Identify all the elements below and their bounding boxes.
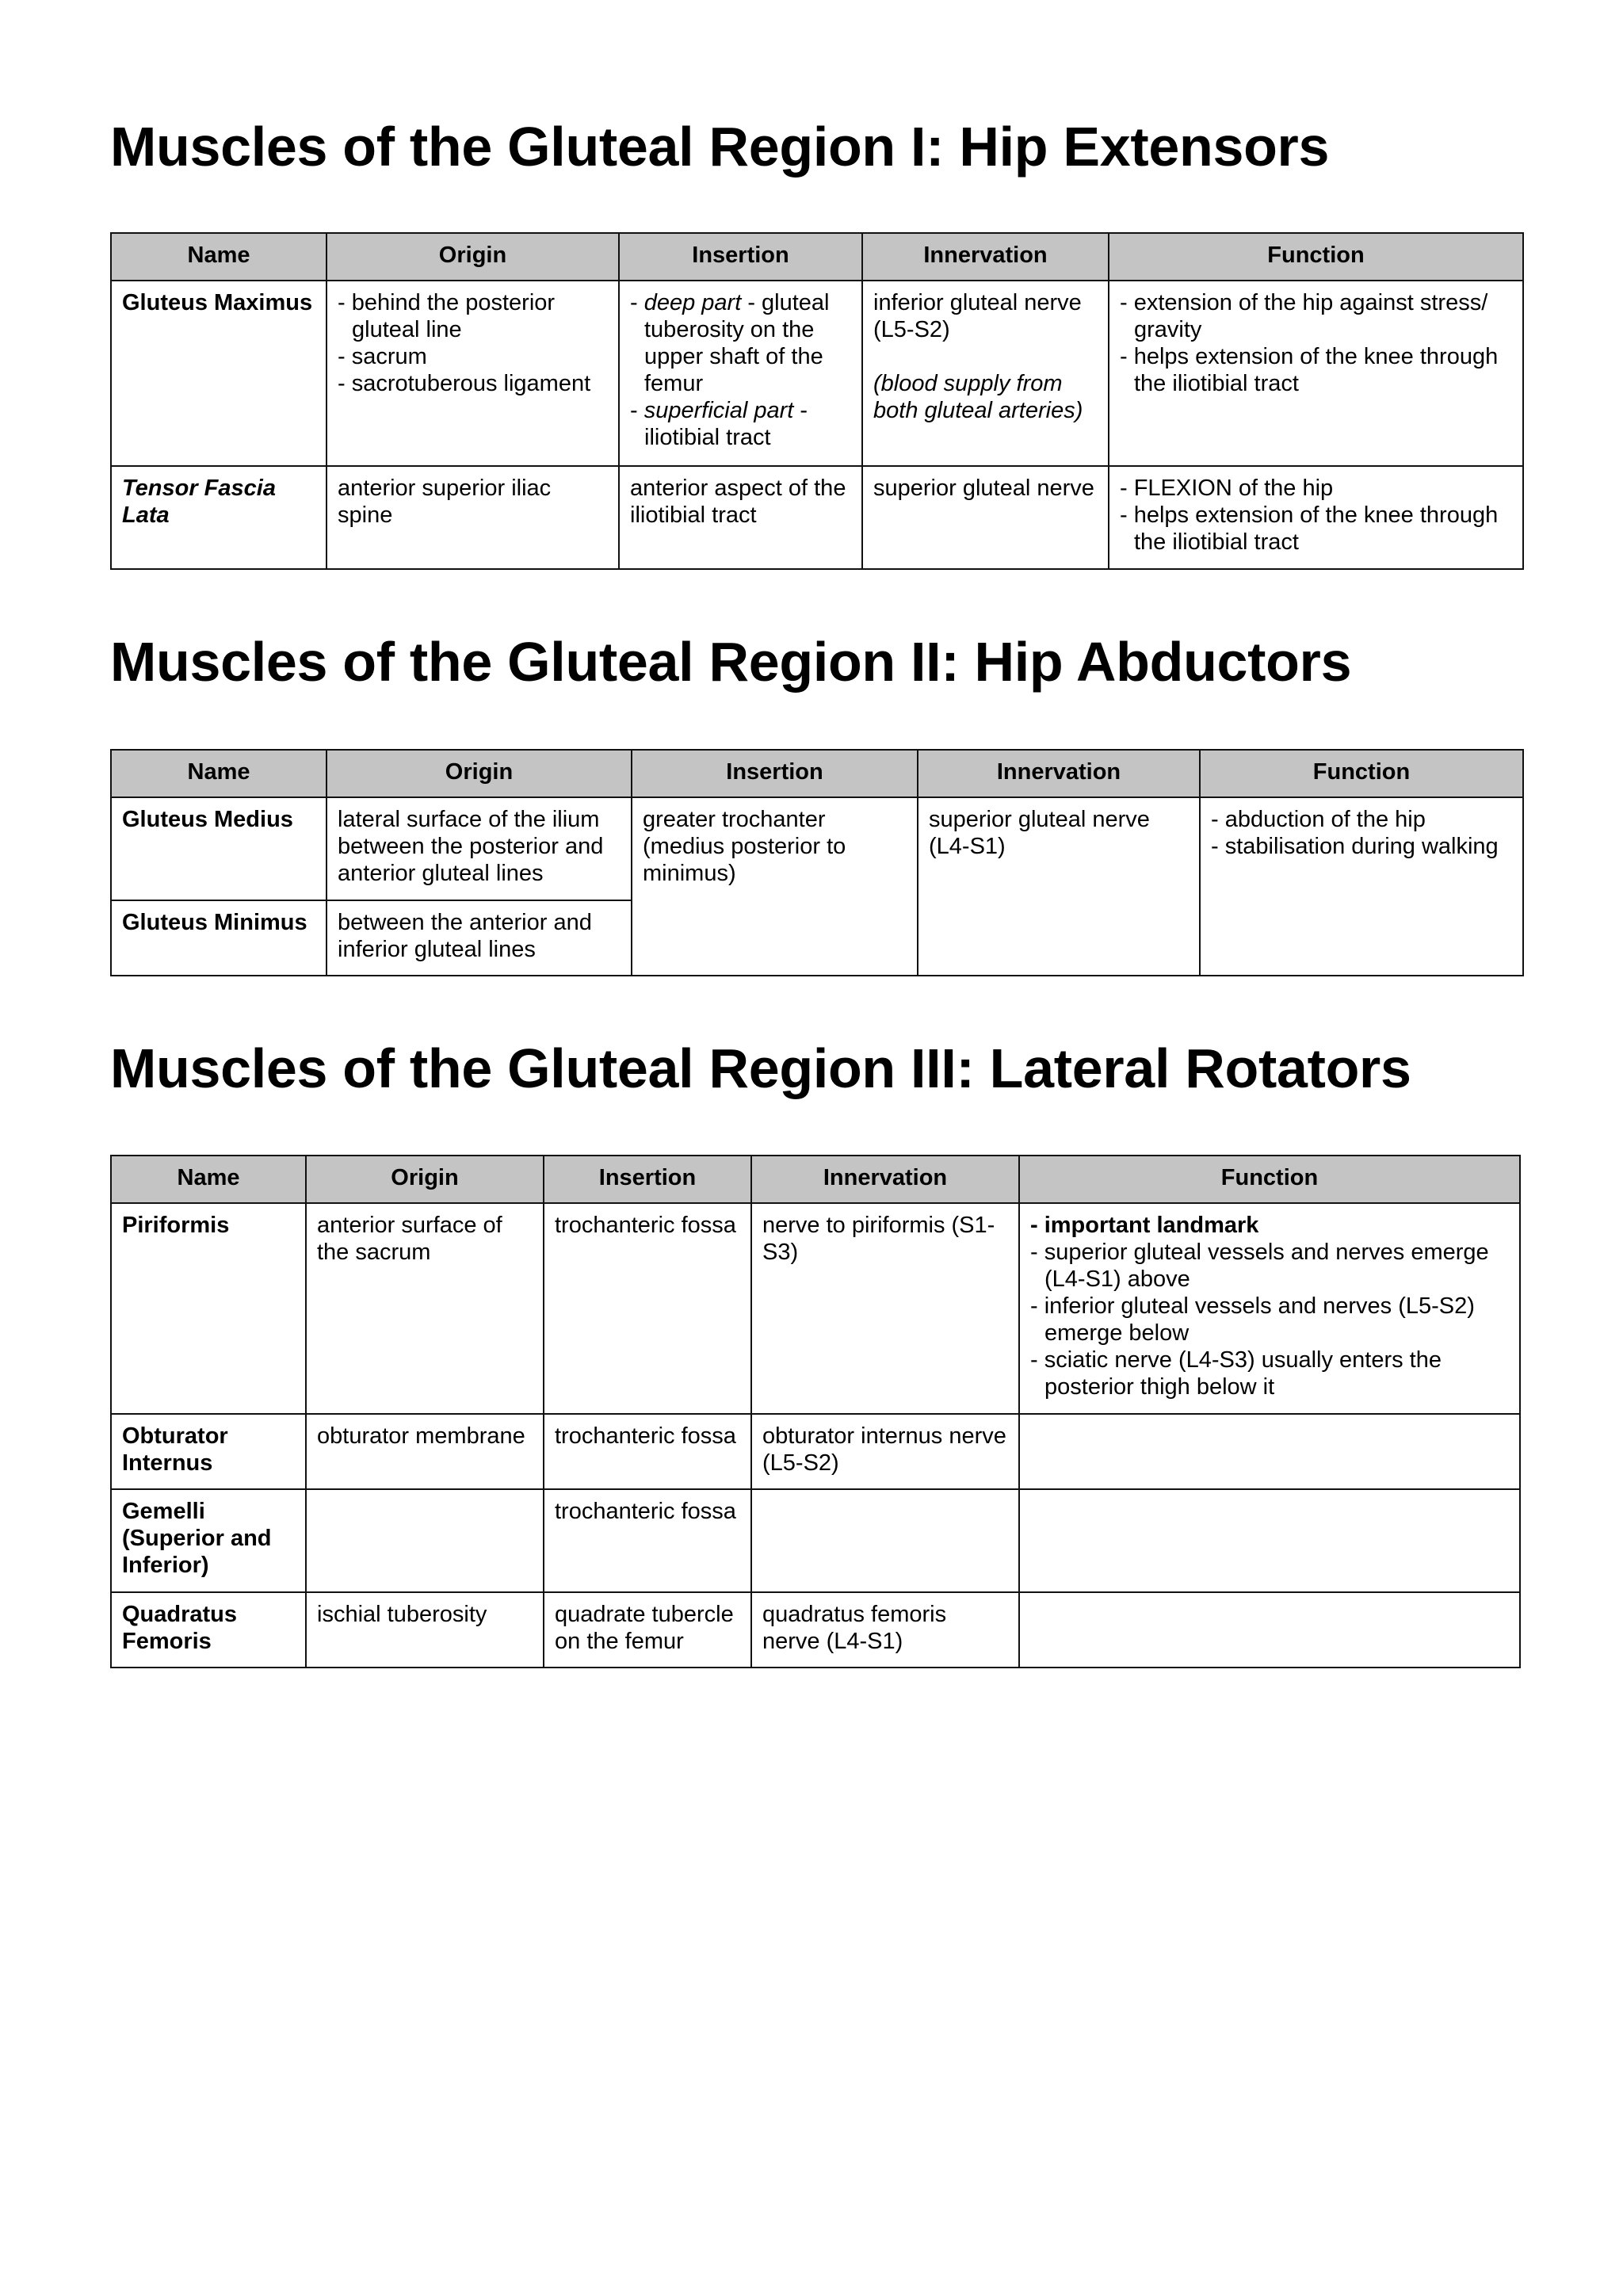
table-row — [111, 797, 1523, 900]
insertion-part-label: deep part — [643, 290, 742, 315]
column-header-function: Function — [1200, 750, 1523, 797]
section-title-hip-abductors: Muscles of the Gluteal Region II: Hip Abductors — [110, 631, 1352, 693]
origin-cell: anterior superior iliac spine — [327, 466, 619, 569]
muscle-name: Piriformis — [111, 1203, 306, 1414]
insertion-cell: trochanteric fossa — [544, 1489, 751, 1592]
muscle-name: Gluteus Medius — [111, 797, 327, 900]
insertion-part-text: - iliotibial tract — [644, 398, 808, 450]
function-cell — [1019, 1489, 1520, 1592]
column-header-innervation: Innervation — [751, 1156, 1019, 1203]
origin-cell: between the anterior and inferior gluteal lines — [327, 900, 632, 976]
origin-item: - sacrum — [338, 344, 427, 369]
table-row — [111, 281, 1523, 466]
table-row — [111, 466, 1523, 569]
section-title-lateral-rotators: Muscles of the Gluteal Region III: Lateral Rotators — [110, 1037, 1411, 1099]
column-header-insertion: Insertion — [632, 750, 918, 797]
column-header-origin: Origin — [327, 233, 619, 281]
insertion-item: - deep part - gluteal tuberosity on the upper shaft of the femur — [630, 290, 830, 396]
lateral-rotators-table — [110, 1155, 1521, 1668]
table-header-row — [111, 233, 1523, 281]
shared-insertion-cell: greater trochanter (medius posterior to minimus) — [632, 797, 918, 976]
function-item: - helps extension of the knee through the iliotibial tract — [1120, 344, 1499, 396]
table-row — [111, 1414, 1520, 1489]
column-header-innervation: Innervation — [918, 750, 1200, 797]
column-header-function: Function — [1109, 233, 1523, 281]
origin-cell — [327, 281, 619, 466]
column-header-function: Function — [1019, 1156, 1520, 1203]
function-cell — [1019, 1203, 1520, 1414]
origin-cell: ischial tuberosity — [306, 1592, 544, 1668]
column-header-insertion: Insertion — [619, 233, 862, 281]
column-header-origin: Origin — [327, 750, 632, 797]
innervation-cell — [862, 281, 1109, 466]
table-row — [111, 1592, 1520, 1668]
innervation-cell: obturator internus nerve (L5-S2) — [751, 1414, 1019, 1489]
column-header-origin: Origin — [306, 1156, 544, 1203]
innervation-cell: superior gluteal nerve — [862, 466, 1109, 569]
function-item: - inferior gluteal vessels and nerves (L5-S2) emerge below — [1030, 1293, 1475, 1346]
origin-cell: anterior surface of the sacrum — [306, 1203, 544, 1414]
hip-abductors-table — [110, 749, 1524, 976]
function-item: - sciatic nerve (L4-S3) usually enters the posterior thigh below it — [1030, 1347, 1442, 1400]
insertion-cell: quadrate tubercle on the femur — [544, 1592, 751, 1668]
origin-cell: obturator membrane — [306, 1414, 544, 1489]
hip-extensors-table — [110, 232, 1524, 570]
column-header-name: Name — [111, 750, 327, 797]
function-cell — [1109, 281, 1523, 466]
function-item: - abduction of the hip — [1211, 807, 1426, 832]
innervation-text: inferior gluteal nerve (L5-S2) — [873, 290, 1082, 342]
shared-function-cell — [1200, 797, 1523, 976]
origin-item: - sacrotuberous ligament — [338, 371, 591, 396]
origin-item: - behind the posterior gluteal line — [338, 290, 556, 342]
function-item: - superior gluteal vessels and nerves emerge (L4-S1) above — [1030, 1240, 1489, 1292]
insertion-cell: anterior aspect of the iliotibial tract — [619, 466, 862, 569]
innervation-cell: nerve to piriformis (S1-S3) — [751, 1203, 1019, 1414]
section-title-hip-extensors: Muscles of the Gluteal Region I: Hip Extensors — [110, 116, 1330, 178]
function-item: - stabilisation during walking — [1211, 834, 1499, 859]
table-header-row — [111, 1156, 1520, 1203]
function-item: - extension of the hip against stress/ gravity — [1120, 290, 1488, 342]
insertion-cell — [619, 281, 862, 466]
function-cell — [1109, 466, 1523, 569]
origin-cell — [306, 1489, 544, 1592]
insertion-part-label: superficial part — [643, 398, 794, 423]
insertion-item: - superficial part - iliotibial tract — [630, 398, 808, 450]
column-header-insertion: Insertion — [544, 1156, 751, 1203]
insertion-cell: trochanteric fossa — [544, 1203, 751, 1414]
muscle-name: Quadratus Femoris — [111, 1592, 306, 1668]
innervation-cell — [751, 1489, 1019, 1592]
insertion-part-text: - gluteal tuberosity on the upper shaft of the femur — [644, 290, 830, 396]
function-cell — [1019, 1592, 1520, 1668]
column-header-name: Name — [111, 1156, 306, 1203]
function-item: - FLEXION of the hip — [1120, 476, 1334, 501]
innervation-cell: quadratus femoris nerve (L4-S1) — [751, 1592, 1019, 1668]
muscle-name: Obturator Internus — [111, 1414, 306, 1489]
column-header-innervation: Innervation — [862, 233, 1109, 281]
muscle-name: Tensor Fascia Lata — [111, 466, 327, 569]
origin-cell: lateral surface of the ilium between the posterior and anterior gluteal lines — [327, 797, 632, 900]
column-header-name: Name — [111, 233, 327, 281]
muscle-name: Gemelli (Superior and Inferior) — [111, 1489, 306, 1592]
function-item: - helps extension of the knee through the iliotibial tract — [1120, 502, 1499, 555]
insertion-cell: trochanteric fossa — [544, 1414, 751, 1489]
innervation-note: (blood supply from both gluteal arteries) — [873, 371, 1083, 423]
function-cell — [1019, 1414, 1520, 1489]
shared-innervation-cell: superior gluteal nerve (L4-S1) — [918, 797, 1200, 976]
table-header-row — [111, 750, 1523, 797]
table-row — [111, 1489, 1520, 1592]
muscle-name: Gluteus Maximus — [111, 281, 327, 466]
function-item-landmark: - important landmark — [1030, 1213, 1259, 1238]
muscle-name: Gluteus Minimus — [111, 900, 327, 976]
table-row — [111, 1203, 1520, 1414]
